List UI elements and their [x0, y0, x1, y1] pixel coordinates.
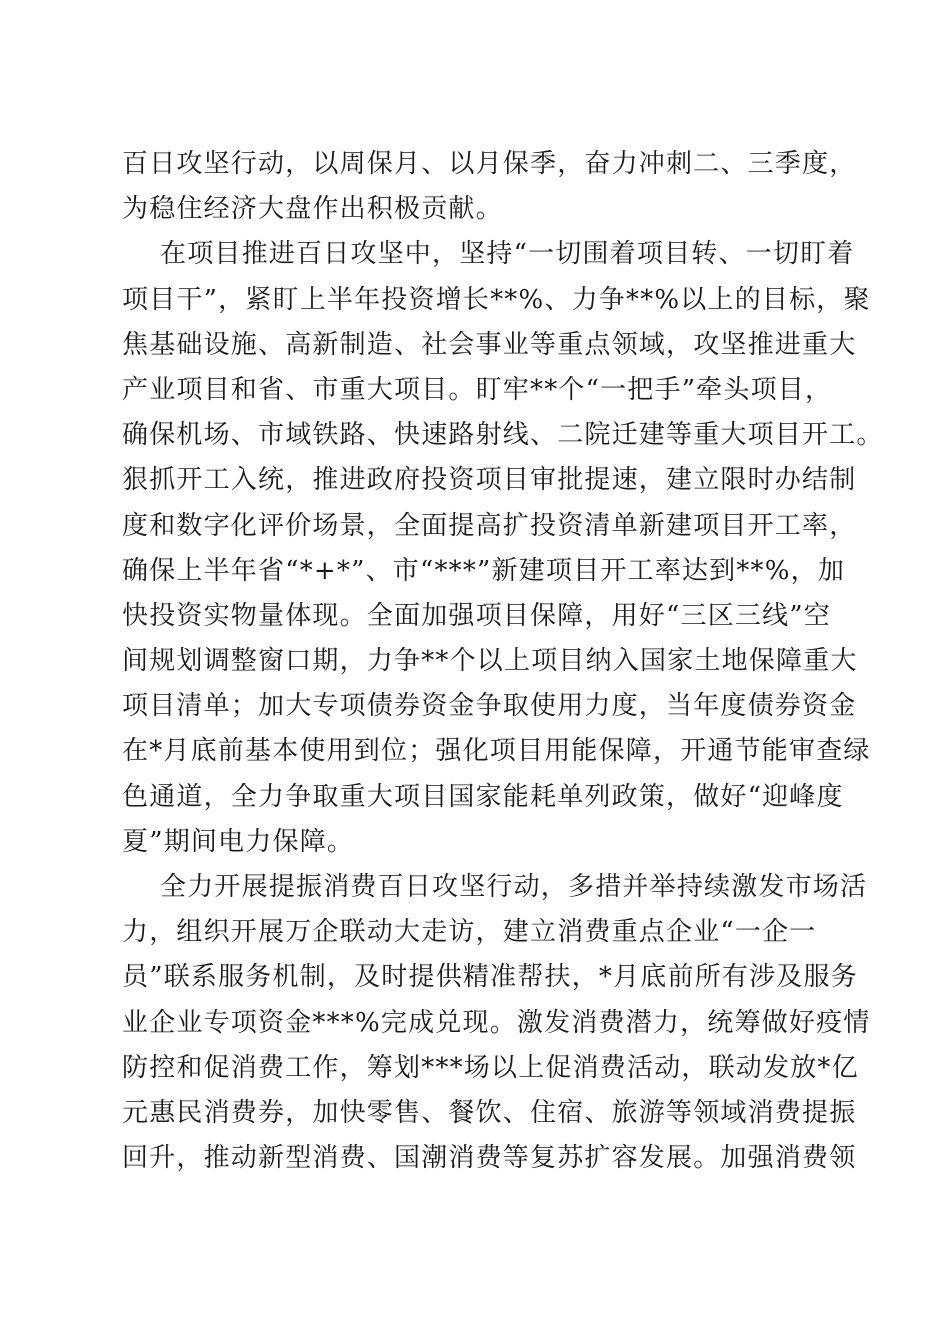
text-line: 元惠民消费券，加快零售、餐饮、住宿、旅游等领域消费提振 — [122, 1097, 857, 1128]
text-line: 间规划调整窗口期，力争**个以上项目纳入国家土地保障重大 — [122, 646, 858, 677]
text-line: 确保上半年省“*+*”、市“***”新建项目开工率达到**%，加 — [122, 555, 846, 586]
text-line: 项目干”，紧盯上半年投资增长**%、力争**%以上的目标，聚 — [122, 284, 871, 315]
text-line: 项目清单；加大专项债券资金争取使用力度，当年度债券资金 — [122, 691, 857, 722]
text-line: 回升，推动新型消费、国潮消费等复苏扩容发展。加强消费领 — [122, 1143, 857, 1174]
text-line: 防控和促消费工作，筹划***场以上促消费活动，联动发放*亿 — [122, 1052, 859, 1083]
text-line: 在*月底前基本使用到位；强化项目用能保障，开通节能审查绿 — [122, 736, 871, 767]
text-line: 百日攻坚行动，以周保月、以月保季，奋力冲刺二、三季度， — [122, 149, 857, 179]
paragraph-start-line: 全力开展提振消费百日攻坚行动，多措并举持续激发市场活 — [160, 872, 868, 902]
text-line: 产业项目和省、市重大项目。盯牢**个“一把手”牵头项目， — [122, 374, 833, 405]
text-line: 焦基础设施、高新制造、社会事业等重点领域，攻坚推进重大 — [122, 329, 857, 360]
text-line: 业企业专项资金***%完成兑现。激发消费潜力，统筹做好疫情 — [122, 1007, 871, 1038]
document-body — [122, 142, 884, 1181]
text-line: 度和数字化评价场景，全面提高扩投资清单新建项目开工率， — [122, 510, 857, 541]
text-line: 快投资实物量体现。全面加强项目保障，用好“三区三线”空 — [122, 600, 831, 631]
paragraph-start-line: 在项目推进百日攻坚中，坚持“一切围着项目转、一切盯着 — [160, 239, 855, 270]
text-line: 为稳住经济大盘作出积极贡献。 — [122, 194, 503, 225]
text-line: 狠抓开工入统，推进政府投资项目审批提速，建立限时办结制 — [122, 465, 857, 496]
text-line: 色通道，全力争取重大项目国家能耗单列政策，做好“迎峰度 — [122, 781, 844, 812]
text-line: 夏”期间电力保障。 — [122, 826, 355, 857]
text-line: 力，组织开展万企联动大走访，建立消费重点企业“一企一 — [122, 917, 817, 948]
text-line: 确保机场、市域铁路、快速路射线、二院迁建等重大项目开工。 — [122, 420, 884, 451]
text-line: 员”联系服务机制，及时提供精准帮扶，*月底前所有涉及服务 — [122, 962, 858, 993]
